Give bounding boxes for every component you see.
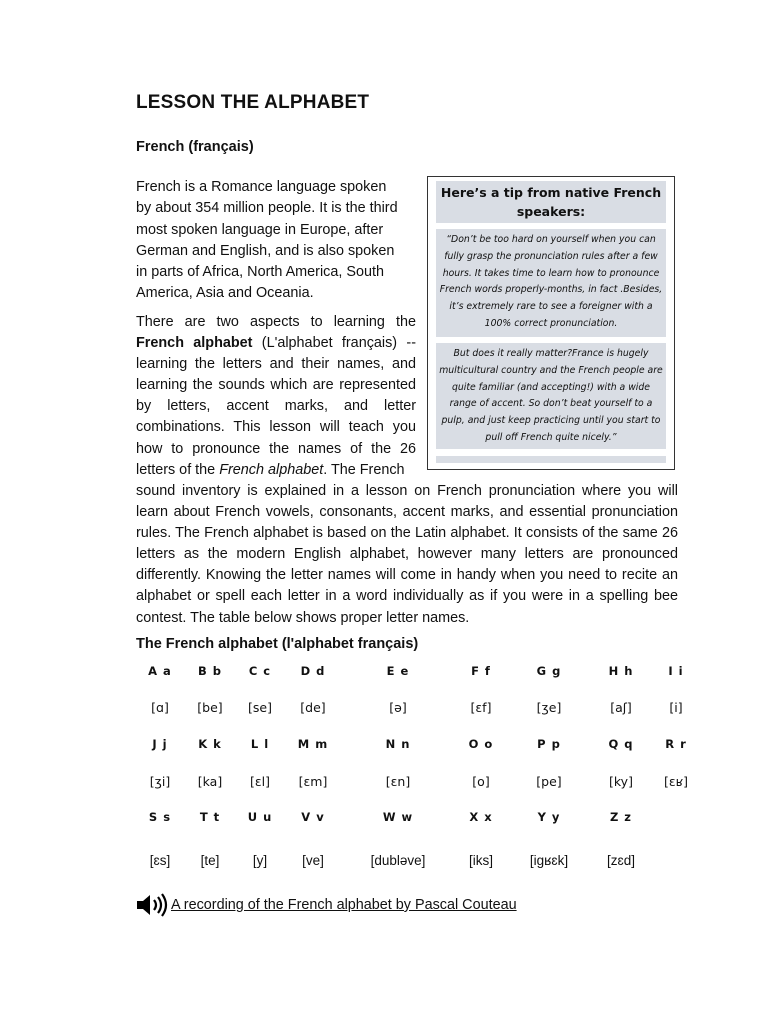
alphabet-pronunciation: [aʃ] bbox=[610, 700, 632, 715]
alphabet-letter: P p bbox=[537, 737, 561, 751]
alphabet-letter: R r bbox=[665, 737, 687, 751]
alphabet-letter: J j bbox=[152, 737, 168, 751]
alphabet-letter: K k bbox=[198, 737, 222, 751]
alphabet-letter: V v bbox=[301, 810, 325, 824]
alphabet-letter: T t bbox=[199, 810, 221, 824]
language-subtitle: French (français) bbox=[136, 139, 254, 155]
alphabet-pronunciation: [se] bbox=[248, 700, 272, 715]
alphabet-pronunciation: [ɛf] bbox=[470, 700, 492, 715]
alphabet-pronunciation: [y] bbox=[252, 853, 268, 868]
alphabet-letter: C c bbox=[248, 664, 272, 678]
para-bold-term: French alphabet bbox=[136, 335, 253, 352]
alphabet-aspects-paragraph bbox=[136, 312, 416, 481]
alphabet-pronunciation: [i] bbox=[669, 700, 683, 715]
sound-inventory-paragraph: sound inventory is explained in a lesson on French pronunciation where you will learn about French vowels, consonants, accent marks, and essential pronunciation rules. The French alphabet is based on the Latin alphabet. It consists of the same 26 letters as the modern English alphabet, however many letters are pronounced differently. Knowing the letter names will come in handy when you need to recite an alphabet or spell each letter in a word individually as if you were in a spelling bee contest. The table below shows proper letter names. bbox=[136, 483, 678, 626]
alphabet-pronunciation: [be] bbox=[197, 700, 223, 715]
alphabet-letter: Z z bbox=[609, 810, 633, 824]
tip-quote-2: But does it really matter?France is hugely multicultural country and the French people are quite familiar (and accepting!) with a wide range of accent. So don’t beat yourself to a pulp, and just keep practicing until you start to pull off French quite nicely.” bbox=[436, 343, 666, 449]
alphabet-pronunciation: [ɑ] bbox=[151, 700, 169, 715]
alphabet-letter: Q q bbox=[608, 737, 634, 751]
tip-box bbox=[427, 176, 675, 470]
tip-quote-1: “Don’t be too hard on yourself when you can fully grasp the pronunciation rules after a few hours. It takes time to learn how to pronounce French words properly-months, in fact .Besides, it’s extremely rare to see a foreigner with a 100% correct pronunciation. bbox=[436, 229, 666, 337]
tip-heading: Here’s a tip from native French speakers: bbox=[436, 181, 666, 223]
alphabet-letter: F f bbox=[471, 664, 491, 678]
recording-link[interactable]: A recording of the French alphabet by Pascal Couteau bbox=[171, 897, 517, 913]
alphabet-letter: S s bbox=[148, 810, 172, 824]
alphabet-letter: B b bbox=[197, 664, 222, 678]
alphabet-pronunciation: [ky] bbox=[609, 774, 633, 789]
para-text: (L'alphabet français) -- learning the letters and their names, and learning the sounds which are represented by letters, accent marks, and letter combinations. This lesson will teach you how to pronounce the names of the 26 letters of the bbox=[136, 335, 416, 478]
alphabet-letter: N n bbox=[385, 737, 411, 751]
page-title: LESSON THE ALPHABET bbox=[136, 92, 370, 113]
alphabet-pronunciation: [ʒi] bbox=[149, 774, 171, 789]
alphabet-pronunciation: [ɛs] bbox=[149, 853, 171, 868]
intro-paragraph: French is a Romance language spoken by about 354 million people. It is the third most spoken language in Europe, after German and English, and is also spoken in parts of Africa, North America, South America, Asia and Oceania. bbox=[136, 179, 398, 302]
alphabet-letter: D d bbox=[300, 664, 326, 678]
alphabet-pronunciation: [te] bbox=[200, 853, 220, 868]
alphabet-letter: H h bbox=[608, 664, 634, 678]
alphabet-pronunciation: [iks] bbox=[468, 853, 493, 868]
alphabet-pronunciation: [ɛl] bbox=[250, 774, 270, 789]
para-italic-term: French alphabet bbox=[219, 461, 324, 478]
alphabet-pronunciation: [de] bbox=[300, 700, 326, 715]
alphabet-pronunciation: [dubləve] bbox=[370, 853, 426, 868]
alphabet-letter: X x bbox=[469, 810, 493, 824]
alphabet-letter: L l bbox=[250, 737, 270, 751]
alphabet-pronunciation: [ka] bbox=[197, 774, 223, 789]
alphabet-pronunciation: [zɛd] bbox=[607, 853, 635, 868]
speaker-icon[interactable] bbox=[136, 892, 170, 918]
alphabet-table-title: The French alphabet (l'alphabet français) bbox=[136, 636, 419, 652]
alphabet-letter: U u bbox=[247, 810, 273, 824]
alphabet-pronunciation: [pe] bbox=[536, 774, 562, 789]
alphabet-pronunciation: [ɛn] bbox=[385, 774, 411, 789]
alphabet-pronunciation: [o] bbox=[472, 774, 490, 789]
alphabet-letter: I i bbox=[668, 664, 684, 678]
alphabet-pronunciation: [ə] bbox=[389, 700, 407, 715]
alphabet-pronunciation: [ɛʁ] bbox=[663, 774, 689, 789]
recording-row bbox=[136, 892, 517, 918]
alphabet-letter: E e bbox=[386, 664, 410, 678]
alphabet-letter: W w bbox=[382, 810, 414, 824]
alphabet-letter: G g bbox=[536, 664, 562, 678]
tip-footer-bar bbox=[436, 456, 666, 463]
alphabet-pronunciation: [ve] bbox=[302, 853, 324, 868]
alphabet-pronunciation: [igʁɛk] bbox=[529, 853, 569, 868]
alphabet-letter: M m bbox=[297, 737, 329, 751]
alphabet-letter: A a bbox=[148, 664, 172, 678]
alphabet-pronunciation: [ʒe] bbox=[536, 700, 562, 715]
alphabet-letter: Y y bbox=[537, 810, 561, 824]
para-text: . The French bbox=[323, 461, 405, 478]
alphabet-letter: O o bbox=[468, 737, 494, 751]
para-text: There are two aspects to learning the bbox=[136, 314, 416, 330]
alphabet-pronunciation: [ɛm] bbox=[298, 774, 328, 789]
